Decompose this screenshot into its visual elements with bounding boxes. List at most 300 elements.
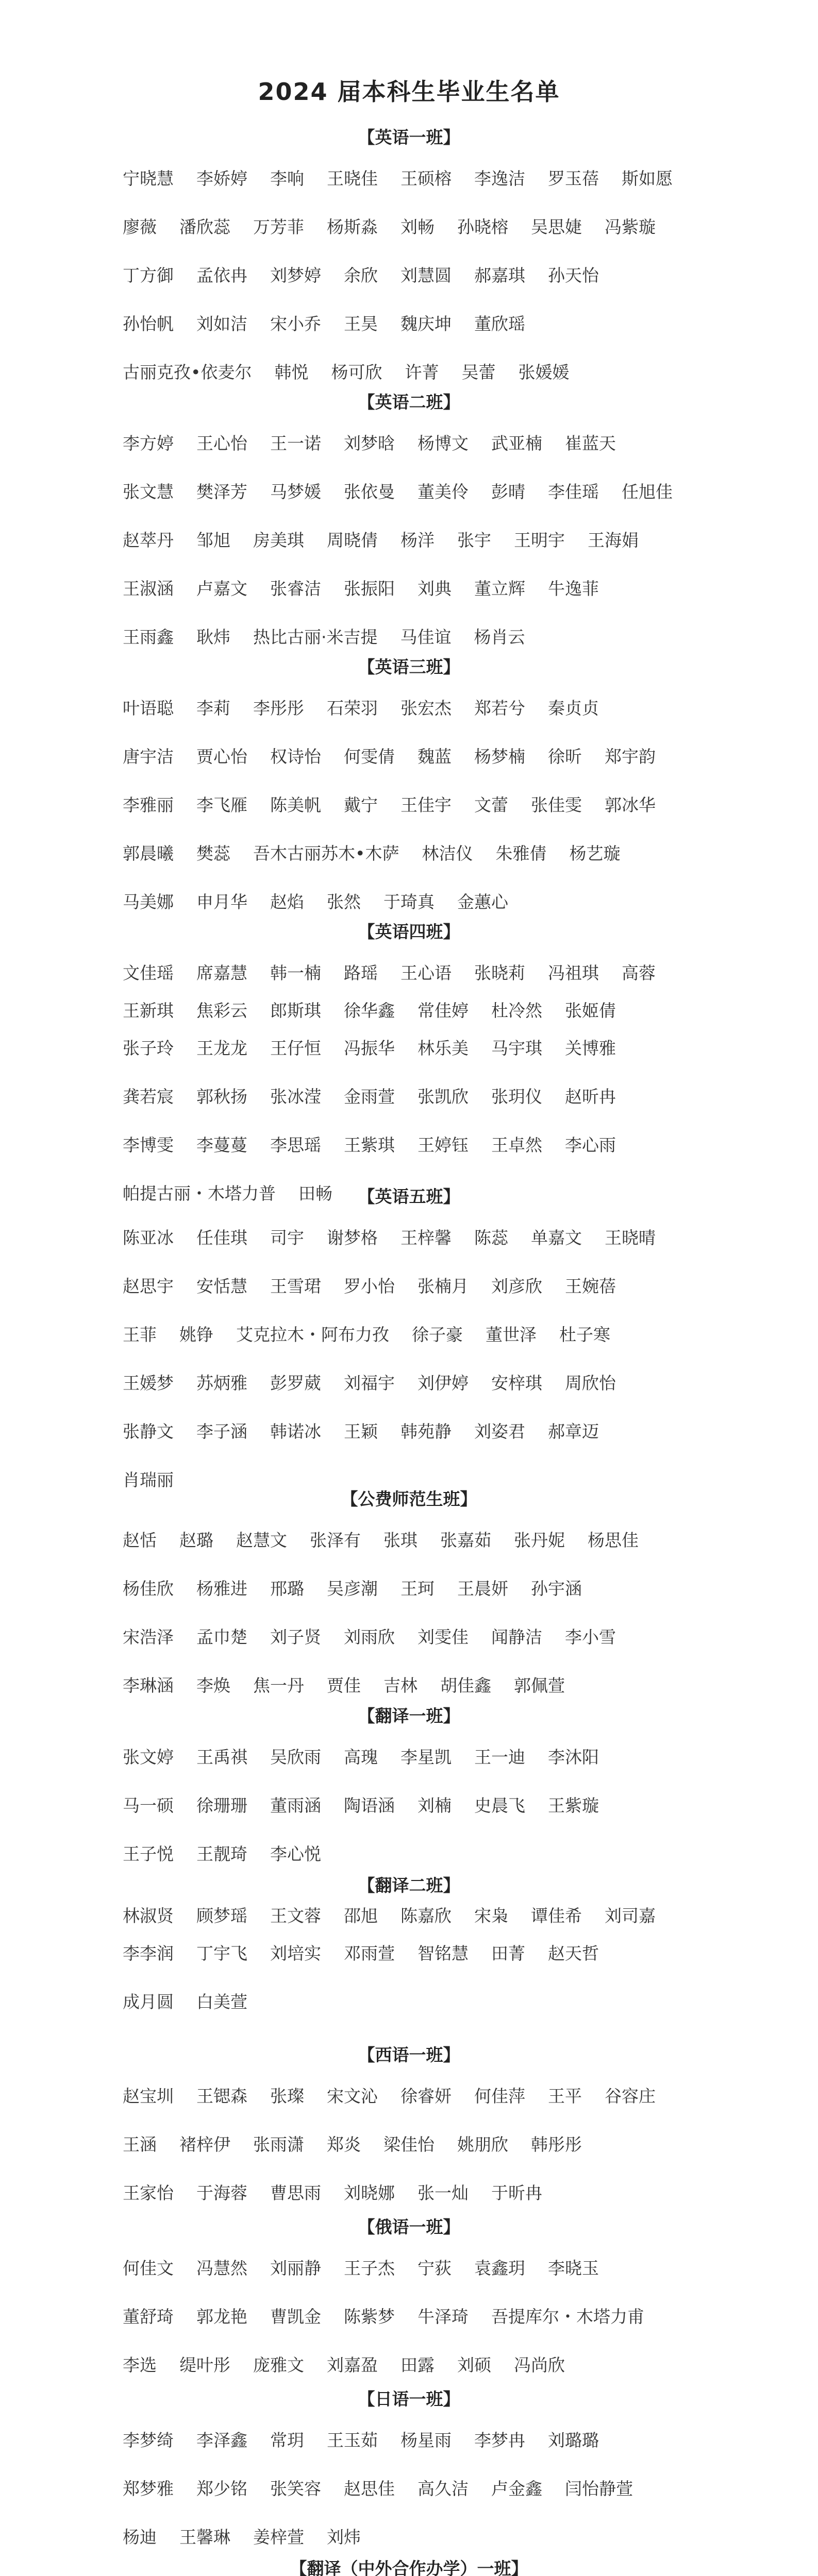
student-name: 王佳宇 — [400, 795, 452, 815]
student-name: 何佳萍 — [474, 2086, 525, 2106]
names-row — [0, 997, 818, 1024]
student-name: 田露 — [400, 2355, 435, 2375]
student-name: 万芳菲 — [253, 217, 304, 237]
student-name: 张玥仪 — [491, 1087, 542, 1107]
student-name: 刘伊婷 — [418, 1373, 469, 1393]
student-name: 李李润 — [123, 1943, 174, 1963]
student-name: 郭秋扬 — [196, 1087, 247, 1107]
names-row — [0, 2072, 818, 2121]
student-name: 王靓琦 — [196, 1844, 247, 1864]
student-name: 王平 — [548, 2086, 582, 2106]
section-title: 【英语三班】 — [358, 657, 460, 677]
student-name: 梁佳怡 — [383, 2134, 435, 2155]
student-name: 顾梦瑶 — [196, 1906, 247, 1926]
names-row — [0, 1073, 818, 1121]
names-row — [0, 1408, 818, 1456]
student-name: 林洁仪 — [422, 843, 473, 863]
student-name: 邓雨萱 — [344, 1943, 395, 1963]
student-name: 王玉茹 — [327, 2430, 378, 2450]
class-section — [0, 1180, 818, 1504]
student-name: 王文蓉 — [270, 1906, 321, 1926]
student-name: 单嘉文 — [531, 1228, 582, 1248]
names-row — [0, 733, 818, 781]
class-section — [0, 2210, 818, 2389]
student-name: 吾木古丽苏木•木萨 — [253, 843, 399, 863]
student-name: 郝嘉琪 — [474, 265, 525, 285]
section-title: 【英语一班】 — [358, 127, 460, 147]
student-name: 李选 — [123, 2355, 157, 2375]
student-name: 吴蕾 — [461, 362, 496, 382]
names-row — [0, 1311, 818, 1359]
student-name: 宁荻 — [418, 2258, 452, 2278]
student-name: 郭晨曦 — [123, 843, 174, 863]
student-name: 董美伶 — [418, 482, 469, 502]
names-row — [0, 2121, 818, 2169]
student-name: 刘彦欣 — [491, 1276, 542, 1296]
student-name: 张一灿 — [418, 2183, 469, 2203]
student-name: 王馨琳 — [179, 2527, 230, 2547]
student-name: 斯如愿 — [622, 168, 673, 189]
student-name: 王媛梦 — [123, 1373, 174, 1393]
student-name: 董世泽 — [486, 1325, 537, 1345]
student-name: 徐珊珊 — [196, 1795, 247, 1816]
student-name: 张文婷 — [123, 1747, 174, 1767]
student-name: 王颖 — [344, 1421, 378, 1442]
student-name: 谷容庄 — [605, 2086, 656, 2106]
names-row — [0, 203, 818, 251]
student-name: 王禹祺 — [196, 1747, 247, 1767]
student-name: 周晓倩 — [327, 530, 378, 550]
student-name: 李方婷 — [123, 433, 174, 453]
student-name: 袁鑫玥 — [474, 2258, 525, 2278]
student-name: 陈蕊 — [474, 1228, 508, 1248]
student-name: 王明宇 — [514, 530, 565, 550]
student-name: 常佳婷 — [418, 1001, 469, 1021]
class-section — [0, 650, 818, 926]
student-name: 缇叶彤 — [179, 2355, 230, 2375]
student-name: 张然 — [327, 892, 361, 912]
names-row — [0, 949, 818, 997]
student-name: 吴彦潮 — [327, 1579, 378, 1599]
names-row — [0, 251, 818, 300]
student-name: 房美琪 — [253, 530, 304, 550]
student-name: 李小雪 — [565, 1627, 616, 1647]
student-name: 李焕 — [196, 1675, 230, 1696]
student-name: 帕提古丽・木塔力普 — [123, 1183, 276, 1204]
student-name: 王雨鑫 — [123, 627, 174, 647]
student-name: 王仔恒 — [270, 1038, 321, 1058]
student-name: 田菁 — [491, 1943, 525, 1963]
student-name: 董立辉 — [474, 579, 525, 599]
section-title: 【西语一班】 — [358, 2045, 460, 2065]
student-name: 张振阳 — [344, 579, 395, 599]
names-row — [0, 1565, 818, 1613]
student-name: 金雨萱 — [344, 1087, 395, 1107]
student-name: 姚铮 — [179, 1325, 213, 1345]
student-name: 李泽鑫 — [196, 2430, 247, 2450]
class-section — [0, 1482, 818, 1710]
student-name: 徐华鑫 — [344, 1001, 395, 1021]
student-name: 李梦冉 — [474, 2430, 525, 2450]
student-name: 刘慧圆 — [400, 265, 452, 285]
student-name: 王紫琪 — [344, 1135, 395, 1155]
student-name: 刘畅 — [400, 217, 435, 237]
student-name: 李心雨 — [565, 1135, 616, 1155]
student-name: 杨思佳 — [588, 1530, 639, 1550]
student-name: 孙天怡 — [548, 265, 599, 285]
student-name: 赵璐 — [179, 1530, 213, 1550]
student-name: 古丽克孜•依麦尔 — [123, 362, 252, 382]
student-name: 闻静洁 — [491, 1627, 542, 1647]
student-name: 陈嘉欣 — [400, 1906, 452, 1926]
student-name: 权诗怡 — [270, 747, 321, 767]
student-name: 李逸洁 — [474, 168, 525, 189]
student-name: 郑若兮 — [474, 698, 525, 718]
student-name: 陈亚冰 — [123, 1228, 174, 1248]
student-name: 罗玉蓓 — [548, 168, 599, 189]
student-name: 智铭慧 — [418, 1943, 469, 1963]
student-name: 李子涵 — [196, 1421, 247, 1442]
student-name: 李琳涵 — [123, 1675, 174, 1696]
student-name: 龚若宸 — [123, 1087, 174, 1107]
student-name: 李佳瑶 — [548, 482, 599, 502]
student-name: 金蕙心 — [457, 892, 508, 912]
student-name: 于琦真 — [383, 892, 435, 912]
student-name: 魏蓝 — [418, 747, 452, 767]
student-name: 李沐阳 — [548, 1747, 599, 1767]
student-name: 吴思婕 — [531, 217, 582, 237]
student-name: 王子杰 — [344, 2258, 395, 2278]
student-name: 高久洁 — [418, 2479, 469, 2499]
names-row — [0, 1024, 818, 1073]
class-section — [0, 121, 818, 397]
student-name: 贾佳 — [327, 1675, 361, 1696]
student-name: 樊泽芳 — [196, 482, 247, 502]
student-name: 牛逸菲 — [548, 579, 599, 599]
student-name: 王一诺 — [270, 433, 321, 453]
student-name: 热比古丽·米吉提 — [253, 627, 378, 647]
student-name: 宋枭 — [474, 1906, 508, 1926]
student-name: 李心悦 — [270, 1844, 321, 1864]
student-name: 姚朋欣 — [457, 2134, 508, 2155]
student-name: 王一迪 — [474, 1747, 525, 1767]
student-name: 刘梦婷 — [270, 265, 321, 285]
student-name: 马美娜 — [123, 892, 174, 912]
student-name: 杨星雨 — [400, 2430, 452, 2450]
student-name: 孟依冉 — [196, 265, 247, 285]
names-row — [0, 1516, 818, 1565]
section-title: 【公费师范生班】 — [341, 1489, 477, 1509]
student-name: 曹思雨 — [270, 2183, 321, 2203]
student-name: 刘雯佳 — [418, 1627, 469, 1647]
student-name: 张姬倩 — [565, 1001, 616, 1021]
student-name: 张雨潇 — [253, 2134, 304, 2155]
student-name: 杨肖云 — [474, 627, 525, 647]
student-name: 林淑贤 — [123, 1906, 174, 1926]
student-name: 焦彩云 — [196, 1001, 247, 1021]
student-name: 张睿洁 — [270, 579, 321, 599]
class-section — [0, 1869, 818, 2026]
student-name: 王锶森 — [196, 2086, 247, 2106]
student-name: 张佳雯 — [531, 795, 582, 815]
student-name: 于昕冉 — [491, 2183, 542, 2203]
student-name: 曹凯金 — [270, 2307, 321, 2327]
document-title: 2024 届本科生毕业生名单 — [258, 78, 560, 106]
student-name: 杨斯淼 — [327, 217, 378, 237]
student-name: 邵旭 — [344, 1906, 378, 1926]
student-name: 张静文 — [123, 1421, 174, 1442]
student-name: 张宏杰 — [400, 698, 452, 718]
student-name: 刘雨欣 — [344, 1627, 395, 1647]
student-name: 王珂 — [400, 1579, 435, 1599]
student-name: 张冰滢 — [270, 1087, 321, 1107]
student-name: 彭晴 — [491, 482, 525, 502]
student-name: 韩诺冰 — [270, 1421, 321, 1442]
student-name: 闫怡静萱 — [565, 2479, 633, 2499]
student-name: 刘硕 — [457, 2355, 491, 2375]
student-name: 赵宝圳 — [123, 2086, 174, 2106]
student-name: 李蔓蔓 — [196, 1135, 247, 1155]
student-name: 赵思宇 — [123, 1276, 174, 1296]
student-name: 罗小怡 — [344, 1276, 395, 1296]
student-name: 文佳瑶 — [123, 963, 174, 983]
student-name: 董舒琦 — [123, 2307, 174, 2327]
student-name: 张晓莉 — [474, 963, 525, 983]
student-name: 周欣怡 — [565, 1373, 616, 1393]
student-name: 马一硕 — [123, 1795, 174, 1816]
names-row — [0, 2293, 818, 2341]
student-name: 赵天哲 — [548, 1943, 599, 1963]
student-name: 白美萱 — [196, 1992, 247, 2012]
student-name: 王晓佳 — [327, 168, 378, 189]
section-title: 【翻译一班】 — [358, 1706, 460, 1726]
student-name: 孟巾楚 — [196, 1627, 247, 1647]
student-name: 何佳文 — [123, 2258, 174, 2278]
student-name: 刘典 — [418, 579, 452, 599]
student-name: 于海蓉 — [196, 2183, 247, 2203]
student-name: 卢嘉文 — [196, 579, 247, 599]
student-name: 赵思佳 — [344, 2479, 395, 2499]
student-name: 王梓馨 — [400, 1228, 452, 1248]
student-name: 陶语涵 — [344, 1795, 395, 1816]
student-name: 韩一楠 — [270, 963, 321, 983]
student-name: 刘楠 — [418, 1795, 452, 1816]
student-name: 韩悦 — [274, 362, 309, 382]
student-name: 赵慧文 — [236, 1530, 287, 1550]
student-name: 冯祖琪 — [548, 963, 599, 983]
names-row — [0, 829, 818, 878]
student-name: 李彤彤 — [253, 698, 304, 718]
student-name: 王龙龙 — [196, 1038, 247, 1058]
student-name: 王晓晴 — [605, 1228, 656, 1248]
class-section — [0, 915, 818, 1218]
student-name: 路瑶 — [344, 963, 378, 983]
student-name: 王菲 — [123, 1325, 157, 1345]
student-name: 郭龙艳 — [196, 2307, 247, 2327]
section-title: 【翻译二班】 — [358, 1875, 460, 1895]
student-name: 李思瑶 — [270, 1135, 321, 1155]
student-name: 刘如洁 — [196, 314, 247, 334]
student-name: 戴宁 — [344, 795, 378, 815]
student-name: 王海娟 — [588, 530, 639, 550]
names-row — [0, 1359, 818, 1408]
student-name: 郎斯琪 — [270, 1001, 321, 1021]
student-name: 安梓琪 — [491, 1373, 542, 1393]
names-row — [0, 781, 818, 829]
student-name: 李雅丽 — [123, 795, 174, 815]
names-row — [0, 1121, 818, 1170]
student-name: 张凯欣 — [418, 1087, 469, 1107]
student-name: 焦一丹 — [253, 1675, 304, 1696]
student-name: 杨佳欣 — [123, 1579, 174, 1599]
student-name: 常玥 — [270, 2430, 304, 2450]
student-name: 张璨 — [270, 2086, 304, 2106]
student-name: 丁方御 — [123, 265, 174, 285]
names-row — [0, 684, 818, 733]
student-name: 张媛媛 — [518, 362, 570, 382]
student-name: 王涵 — [123, 2134, 157, 2155]
student-name: 王婉蓓 — [565, 1276, 616, 1296]
student-name: 耿炜 — [196, 627, 230, 647]
student-name: 孙晓榕 — [457, 217, 508, 237]
student-name: 史晨飞 — [474, 1795, 525, 1816]
class-section — [0, 2382, 818, 2562]
names-row — [0, 1978, 818, 2026]
student-name: 卢金鑫 — [491, 2479, 542, 2499]
student-name: 杨博文 — [418, 433, 469, 453]
student-name: 冯慧然 — [196, 2258, 247, 2278]
student-name: 冯尚欣 — [514, 2355, 565, 2375]
student-name: 谭佳希 — [531, 1906, 582, 1926]
student-name: 刘晓娜 — [344, 2183, 395, 2203]
student-name: 董雨涵 — [270, 1795, 321, 1816]
student-name: 庞雅文 — [253, 2355, 304, 2375]
student-name: 田畅 — [298, 1183, 332, 1204]
student-name: 郭冰华 — [605, 795, 656, 815]
student-name: 刘嘉盈 — [327, 2355, 378, 2375]
class-section — [0, 385, 818, 662]
student-name: 牛泽琦 — [418, 2307, 469, 2327]
student-name: 王家怡 — [123, 2183, 174, 2203]
student-name: 张琪 — [383, 1530, 418, 1550]
section-title: 【翻译（中外合作办学）一班】 — [290, 2558, 528, 2576]
student-name: 董欣瑶 — [474, 314, 525, 334]
student-name: 张笑容 — [270, 2479, 321, 2499]
student-name: 刘璐璐 — [548, 2430, 599, 2450]
student-name: 王卓然 — [491, 1135, 542, 1155]
student-name: 司宇 — [270, 1228, 304, 1248]
student-name: 刘子贤 — [270, 1627, 321, 1647]
student-name: 唐宇洁 — [123, 747, 174, 767]
student-name: 王紫璇 — [548, 1795, 599, 1816]
student-name: 张楠月 — [418, 1276, 469, 1296]
student-name: 何雯倩 — [344, 747, 395, 767]
student-name: 朱雅倩 — [495, 843, 547, 863]
student-name: 郭佩萱 — [514, 1675, 565, 1696]
student-name: 冯振华 — [344, 1038, 395, 1058]
student-name: 李飞雁 — [196, 795, 247, 815]
class-section — [0, 2552, 818, 2576]
student-name: 冯紫璇 — [605, 217, 656, 237]
student-name: 宋小乔 — [270, 314, 321, 334]
student-name: 王婷钰 — [418, 1135, 469, 1155]
student-name: 孙怡帆 — [123, 314, 174, 334]
student-name: 肖瑞丽 — [123, 1470, 174, 1490]
names-row — [0, 419, 818, 468]
student-name: 吾提库尔・木塔力甫 — [491, 2307, 644, 2327]
student-name: 王淑涵 — [123, 579, 174, 599]
student-name: 杨艺璇 — [569, 843, 621, 863]
student-name: 李晓玉 — [548, 2258, 599, 2278]
student-name: 韩苑静 — [400, 1421, 452, 1442]
student-name: 石荣羽 — [327, 698, 378, 718]
student-name: 贾心怡 — [196, 747, 247, 767]
student-name: 赵恬 — [123, 1530, 157, 1550]
student-name: 杨迪 — [123, 2527, 157, 2547]
names-row — [0, 1929, 818, 1978]
student-name: 吉林 — [383, 1675, 418, 1696]
student-name: 郝章迈 — [548, 1421, 599, 1442]
student-name: 张宇 — [457, 530, 491, 550]
student-name: 高蓉 — [622, 963, 656, 983]
student-name: 马梦媛 — [270, 482, 321, 502]
student-name: 任佳琪 — [196, 1228, 247, 1248]
student-name: 刘梦晗 — [344, 433, 395, 453]
student-name: 李梦绮 — [123, 2430, 174, 2450]
student-name: 杜子寒 — [559, 1325, 610, 1345]
student-name: 宋文沁 — [327, 2086, 378, 2106]
student-name: 徐子豪 — [412, 1325, 463, 1345]
student-name: 谢梦格 — [327, 1228, 378, 1248]
names-row — [0, 1262, 818, 1311]
student-name: 彭罗葳 — [270, 1373, 321, 1393]
student-name: 关博雅 — [565, 1038, 616, 1058]
class-section — [0, 2038, 818, 2217]
student-name: 杨可欣 — [331, 362, 382, 382]
student-name: 刘培实 — [270, 1943, 321, 1963]
student-name: 陈美帆 — [270, 795, 321, 815]
student-name: 李博雯 — [123, 1135, 174, 1155]
class-section — [0, 1699, 818, 1878]
student-name: 席嘉慧 — [196, 963, 247, 983]
student-name: 王雪珺 — [270, 1276, 321, 1296]
student-name: 宁晓慧 — [123, 168, 174, 189]
student-name: 廖薇 — [123, 217, 157, 237]
student-name: 叶语聪 — [123, 698, 174, 718]
student-name: 王子悦 — [123, 1844, 174, 1864]
student-name: 杨雅进 — [196, 1579, 247, 1599]
student-name: 杨梦楠 — [474, 747, 525, 767]
student-name: 赵焰 — [270, 892, 304, 912]
student-name: 张子玲 — [123, 1038, 174, 1058]
student-name: 苏炳雅 — [196, 1373, 247, 1393]
names-row — [0, 2244, 818, 2293]
names-row — [0, 565, 818, 613]
student-name: 潘欣蕊 — [179, 217, 230, 237]
names-row — [0, 155, 818, 203]
student-name: 林乐美 — [418, 1038, 469, 1058]
section-title: 【俄语一班】 — [358, 2217, 460, 2237]
student-name: 安恬慧 — [196, 1276, 247, 1296]
student-name: 张依曼 — [344, 482, 395, 502]
section-title: 【英语四班】 — [358, 922, 460, 942]
student-name: 郑宇韵 — [605, 747, 656, 767]
student-name: 张文慧 — [123, 482, 174, 502]
names-row — [0, 1782, 818, 1830]
student-name: 孙宇涵 — [531, 1579, 582, 1599]
student-name: 文蕾 — [474, 795, 508, 815]
student-name: 徐睿妍 — [400, 2086, 452, 2106]
